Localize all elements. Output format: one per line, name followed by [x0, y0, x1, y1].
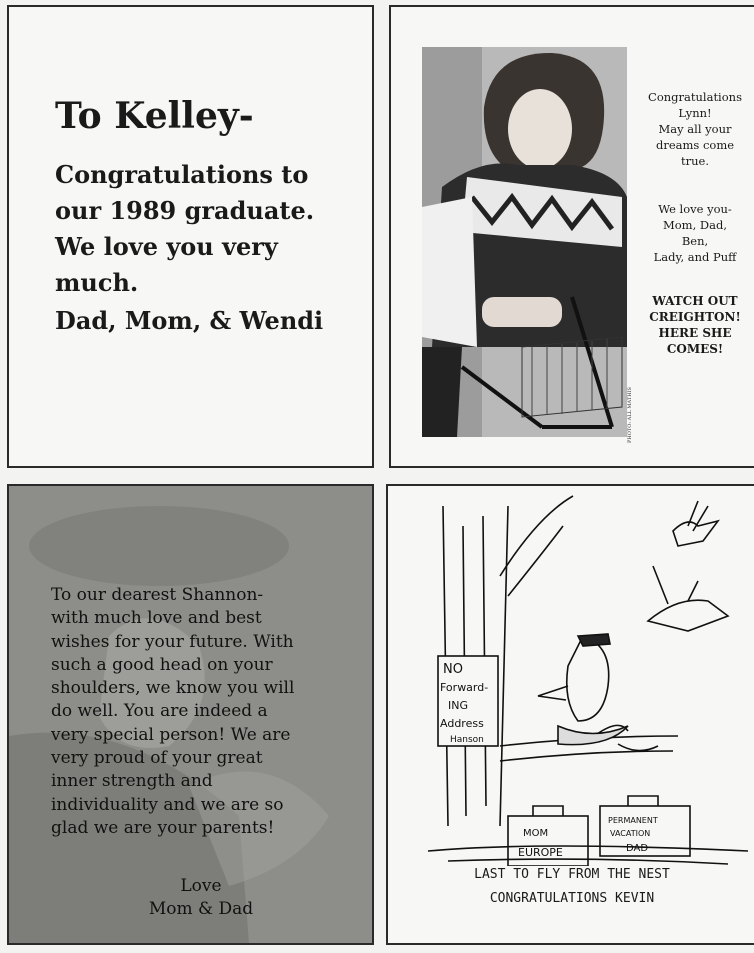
signature-line: Love	[180, 876, 222, 896]
caption-line-1: LAST TO FLY FROM THE NEST	[474, 867, 670, 882]
suitcase-right-text: PERMANENT	[608, 816, 658, 825]
shannon-line: very special person! We are	[51, 724, 291, 745]
sign-text-line: Address	[440, 717, 484, 730]
lynn-line: Ben,	[681, 234, 709, 248]
lynn-line: true.	[681, 154, 709, 168]
lynn-watch-out	[639, 293, 751, 357]
kelley-line: Dad, Mom, & Wendi	[55, 306, 324, 335]
lynn-line: HERE SHE	[658, 326, 732, 340]
shannon-line: To our dearest Shannon-	[51, 585, 264, 605]
kevin-ad	[386, 484, 754, 945]
sign-text-line: Forward-	[440, 681, 489, 694]
kelley-message	[55, 157, 323, 339]
lynn-portrait-photo	[422, 47, 627, 437]
sign-text-line: ING	[448, 699, 468, 712]
kelley-line: We love you very	[55, 232, 278, 261]
lynn-ad	[389, 5, 754, 468]
shannon-signature	[51, 875, 351, 921]
lynn-line: COMES!	[666, 342, 724, 356]
lynn-congrats	[639, 89, 751, 169]
caption-line-2: CONGRATULATIONS KEVIN	[489, 891, 655, 906]
kelley-ad	[7, 5, 374, 468]
lynn-line: Lynn!	[678, 106, 712, 120]
suitcase-left-text: MOM	[523, 828, 549, 839]
lynn-line: We love you-	[658, 202, 732, 216]
lynn-line: Congratulations	[648, 90, 742, 104]
kelley-line: much.	[55, 268, 139, 297]
kelley-line: our 1989 graduate.	[55, 196, 315, 225]
shannon-ad	[7, 484, 374, 945]
lynn-line: WATCH OUT	[652, 294, 738, 308]
shannon-line: with much love and best	[51, 608, 262, 629]
lynn-line: CREIGHTON!	[649, 310, 741, 324]
shannon-line: such a good head on your	[51, 654, 273, 675]
lynn-line: dreams come	[655, 138, 735, 152]
kelley-title: To Kelley-	[55, 95, 254, 137]
suitcase-left-text: EUROPE	[518, 846, 563, 859]
signature-line: Mom & Dad	[148, 899, 254, 919]
lynn-family	[639, 201, 751, 265]
suitcase-right-text: DAD	[626, 843, 649, 854]
shannon-line: wishes for your future. With	[51, 631, 294, 652]
shannon-line: shoulders, we know you will	[51, 678, 295, 699]
shannon-line: inner strength and	[51, 771, 213, 792]
shannon-line: very proud of your great	[51, 748, 263, 769]
lynn-line: Mom, Dad,	[662, 218, 727, 232]
lynn-line: Lady, and Puff	[653, 250, 737, 264]
sign-text-line: NO	[443, 662, 463, 677]
shannon-line: glad we are your parents!	[51, 817, 275, 838]
shannon-line: individuality and we are so	[51, 794, 284, 815]
photo-credit: PHOTO: ALL MATHIS	[627, 387, 633, 443]
suitcase-right-text: VACATION	[610, 829, 651, 838]
sign-name: Hanson	[450, 735, 484, 745]
nest-drawing	[388, 486, 754, 866]
lynn-line: May all your	[658, 122, 732, 136]
shannon-line: do well. You are indeed a	[51, 701, 268, 722]
kelley-line: Congratulations to	[55, 160, 309, 189]
portrait-illustration	[422, 47, 627, 437]
shannon-message	[51, 584, 351, 840]
